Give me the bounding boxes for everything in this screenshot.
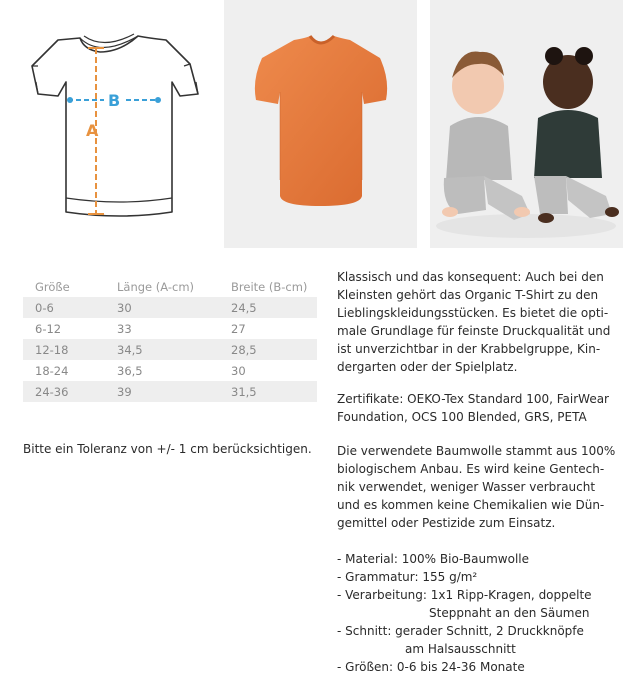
text-line: Lieblingskleidungsstücken. Es bietet die opti- bbox=[337, 306, 609, 320]
table-cell: 6-12 bbox=[23, 318, 105, 339]
text-line: Die verwendete Baumwolle stammt aus 100% bbox=[337, 444, 616, 458]
label-b: B bbox=[108, 91, 121, 110]
text-line: dergarten oder der Spielplatz. bbox=[337, 360, 518, 374]
spec-schnitt: - Schnitt: gerader Schnitt, 2 Druckknöpfe bbox=[337, 624, 584, 638]
column-header-size: Größe bbox=[35, 279, 70, 294]
text-line: und es kommen keine Chemikalien wie Dün- bbox=[337, 498, 605, 512]
text-line: Kleinsten gehört das Organic T-Shirt zu den bbox=[337, 288, 599, 302]
toddlers-photo bbox=[430, 0, 623, 248]
label-a: A bbox=[86, 121, 99, 140]
text-line: gemittel oder Pestizide zum Einsatz. bbox=[337, 516, 556, 530]
table-cell: 30 bbox=[105, 297, 219, 318]
text-line: male Grundlage für feinste Druckqualität und bbox=[337, 324, 611, 338]
spec-verarbeitung-continued: Steppnaht an den Säumen bbox=[429, 606, 590, 620]
tolerance-note: Bitte ein Toleranz von +/- 1 cm berücksichtigen. bbox=[23, 442, 312, 456]
spec-groessen: - Größen: 0-6 bis 24-36 Monate bbox=[337, 660, 525, 674]
orange-tshirt-image bbox=[224, 0, 417, 248]
tshirt-outline-drawing bbox=[0, 0, 217, 248]
table-cell: 28,5 bbox=[219, 339, 317, 360]
size-table-header-row bbox=[23, 276, 317, 297]
text-line: Zertifikate: OEKO-Tex Standard 100, FairWear bbox=[337, 392, 609, 406]
spec-grammatur: - Grammatur: 155 g/m² bbox=[337, 570, 478, 584]
product-photo-kids bbox=[430, 0, 623, 248]
table-cell: 36,5 bbox=[105, 360, 219, 381]
table-cell: 30 bbox=[219, 360, 317, 381]
spec-schnitt-continued: am Halsausschnitt bbox=[405, 642, 516, 656]
table-row bbox=[23, 318, 317, 339]
text-line: nik verwendet, weniger Wasser verbraucht bbox=[337, 480, 596, 494]
text-line: ist unverzichtbar in der Krabbelgruppe, Kin- bbox=[337, 342, 601, 356]
table-row bbox=[23, 381, 317, 402]
description-certificates bbox=[337, 390, 607, 426]
table-cell: 24,5 bbox=[219, 297, 317, 318]
table-cell: 27 bbox=[219, 318, 317, 339]
table-cell: 12-18 bbox=[23, 339, 105, 360]
table-cell: 31,5 bbox=[219, 381, 317, 402]
column-header-width: Breite (B-cm) bbox=[231, 279, 308, 294]
table-row bbox=[23, 297, 317, 318]
spec-list bbox=[337, 550, 607, 676]
description-paragraph-intro bbox=[337, 268, 611, 376]
table-cell: 34,5 bbox=[105, 339, 219, 360]
text-line: Foundation, OCS 100 Blended, GRS, PETA bbox=[337, 410, 587, 424]
table-cell: 0-6 bbox=[23, 297, 105, 318]
table-cell: 33 bbox=[105, 318, 219, 339]
text-line: biologischem Anbau. Es wird keine Gentech- bbox=[337, 462, 605, 476]
column-header-length: Länge (A-cm) bbox=[117, 279, 195, 294]
spec-material: - Material: 100% Bio-Baumwolle bbox=[337, 552, 529, 566]
table-cell: 39 bbox=[105, 381, 219, 402]
table-row bbox=[23, 360, 317, 381]
size-diagram bbox=[0, 0, 217, 248]
text-line: Klassisch und das konsequent: Auch bei den bbox=[337, 270, 604, 284]
table-cell: 18-24 bbox=[23, 360, 105, 381]
size-table bbox=[23, 276, 317, 402]
product-photo-shirt bbox=[224, 0, 417, 248]
spec-verarbeitung: - Verarbeitung: 1x1 Ripp-Kragen, doppelte bbox=[337, 588, 592, 602]
description-cotton bbox=[337, 442, 616, 532]
table-cell: 24-36 bbox=[23, 381, 105, 402]
table-row bbox=[23, 339, 317, 360]
